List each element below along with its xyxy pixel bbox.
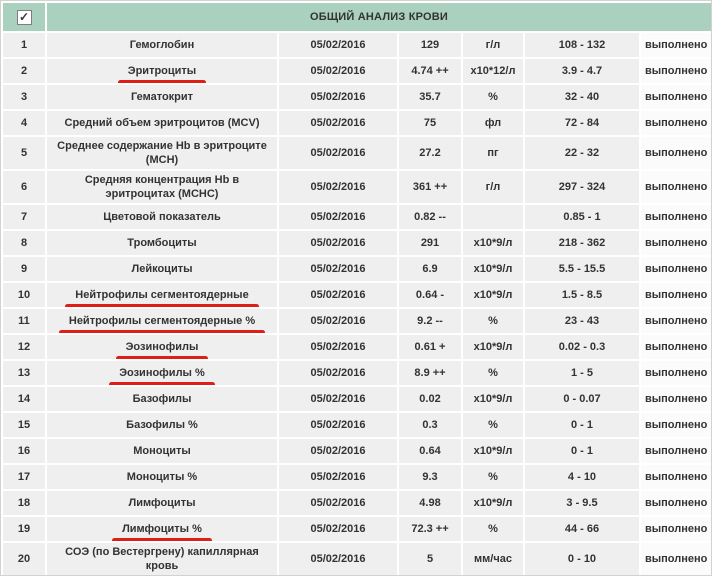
status-label: выполнено <box>641 283 711 307</box>
reference-range: 297 - 324 <box>525 171 639 203</box>
status-label: выполнено <box>641 111 711 135</box>
status-label: выполнено <box>641 361 711 385</box>
test-date: 05/02/2016 <box>279 171 397 203</box>
reference-range: 0 - 10 <box>525 543 639 575</box>
status-label: выполнено <box>641 335 711 359</box>
test-name <box>47 361 277 385</box>
test-name-text: Гемоглобин <box>129 39 195 51</box>
test-date: 05/02/2016 <box>279 413 397 437</box>
row-number: 3 <box>3 85 45 109</box>
test-name <box>47 491 277 515</box>
test-name-underlined: Эозинофилы <box>125 341 199 353</box>
test-name-underlined: Нейтрофилы сегментоядерные <box>75 289 249 301</box>
test-unit: пг <box>463 137 523 169</box>
row-number: 14 <box>3 387 45 411</box>
table-row <box>3 465 711 489</box>
test-unit: г/л <box>463 171 523 203</box>
test-unit: х10*9/л <box>463 335 523 359</box>
test-value: 0.82 -- <box>399 205 461 229</box>
test-date: 05/02/2016 <box>279 335 397 359</box>
reference-range: 1.5 - 8.5 <box>525 283 639 307</box>
row-number: 16 <box>3 439 45 463</box>
test-name-underlined: Нейтрофилы сегментоядерные % <box>68 315 256 327</box>
status-label: выполнено <box>641 231 711 255</box>
test-name <box>47 205 277 229</box>
reference-range: 0 - 1 <box>525 439 639 463</box>
reference-range: 218 - 362 <box>525 231 639 255</box>
test-name-text: Тромбоциты <box>127 237 197 249</box>
test-name <box>47 59 277 83</box>
row-number: 7 <box>3 205 45 229</box>
table-header-row <box>3 3 711 31</box>
test-name <box>47 387 277 411</box>
test-date: 05/02/2016 <box>279 85 397 109</box>
status-label: выполнено <box>641 137 711 169</box>
test-unit: г/л <box>463 33 523 57</box>
table-row <box>3 517 711 541</box>
reference-range: 3 - 9.5 <box>525 491 639 515</box>
test-date: 05/02/2016 <box>279 439 397 463</box>
reference-range: 1 - 5 <box>525 361 639 385</box>
test-date: 05/02/2016 <box>279 361 397 385</box>
table-row <box>3 387 711 411</box>
test-name <box>47 111 277 135</box>
status-label: выполнено <box>641 491 711 515</box>
reference-range: 44 - 66 <box>525 517 639 541</box>
test-unit: % <box>463 361 523 385</box>
test-value: 72.3 ++ <box>399 517 461 541</box>
reference-range: 4 - 10 <box>525 465 639 489</box>
table-row <box>3 439 711 463</box>
test-name-underlined: Лимфоциты % <box>122 523 202 535</box>
test-unit <box>463 205 523 229</box>
test-value: 129 <box>399 33 461 57</box>
test-name <box>47 137 277 169</box>
test-value: 8.9 ++ <box>399 361 461 385</box>
test-unit: мм/час <box>463 543 523 575</box>
row-number: 10 <box>3 283 45 307</box>
test-unit: % <box>463 413 523 437</box>
row-number: 17 <box>3 465 45 489</box>
test-name-underlined: Эозинофилы % <box>119 367 205 379</box>
test-name-text: Средняя концентрация Hb в <box>84 174 240 186</box>
reference-range: 0 - 1 <box>525 413 639 437</box>
test-name-underlined: Эритроциты <box>127 65 197 77</box>
table-row <box>3 59 711 83</box>
test-name <box>47 309 277 333</box>
status-label: выполнено <box>641 439 711 463</box>
table-row <box>3 491 711 515</box>
row-number: 11 <box>3 309 45 333</box>
status-label: выполнено <box>641 387 711 411</box>
reference-range: 0.85 - 1 <box>525 205 639 229</box>
row-number: 5 <box>3 137 45 169</box>
table-row <box>3 137 711 169</box>
test-value: 0.3 <box>399 413 461 437</box>
test-unit: х10*9/л <box>463 491 523 515</box>
table-row <box>3 231 711 255</box>
reference-range: 32 - 40 <box>525 85 639 109</box>
test-name <box>47 231 277 255</box>
test-value: 9.2 -- <box>399 309 461 333</box>
reference-range: 22 - 32 <box>525 137 639 169</box>
panel-title: ОБЩИЙ АНАЛИЗ КРОВИ <box>47 3 711 31</box>
test-name <box>47 33 277 57</box>
test-name <box>47 85 277 109</box>
status-label: выполнено <box>641 309 711 333</box>
test-date: 05/02/2016 <box>279 257 397 281</box>
test-name-text: Цветовой показатель <box>103 211 221 223</box>
select-all-checkbox[interactable] <box>17 10 32 25</box>
test-date: 05/02/2016 <box>279 205 397 229</box>
test-unit: х10*9/л <box>463 439 523 463</box>
test-name-text: Базофилы % <box>126 419 198 431</box>
row-number: 9 <box>3 257 45 281</box>
status-label: выполнено <box>641 543 711 575</box>
test-unit: х10*9/л <box>463 387 523 411</box>
test-date: 05/02/2016 <box>279 283 397 307</box>
test-name <box>47 465 277 489</box>
row-number: 12 <box>3 335 45 359</box>
row-number: 13 <box>3 361 45 385</box>
table-row <box>3 111 711 135</box>
table-row <box>3 257 711 281</box>
status-label: выполнено <box>641 171 711 203</box>
test-unit: % <box>463 309 523 333</box>
status-label: выполнено <box>641 205 711 229</box>
reference-range: 23 - 43 <box>525 309 639 333</box>
test-value: 291 <box>399 231 461 255</box>
checkmark-icon: ✓ <box>18 9 30 24</box>
reference-range: 0 - 0.07 <box>525 387 639 411</box>
test-name-underlined: эритроцитах (MCHC) <box>105 188 219 200</box>
test-name-text: Лимфоциты <box>128 497 196 509</box>
status-label: выполнено <box>641 85 711 109</box>
test-name-text: Среднее содержание Hb в эритроците (MCH) <box>57 140 267 166</box>
test-date: 05/02/2016 <box>279 59 397 83</box>
test-unit: х10*9/л <box>463 283 523 307</box>
test-name <box>47 517 277 541</box>
table-row <box>3 413 711 437</box>
test-date: 05/02/2016 <box>279 543 397 575</box>
test-unit: % <box>463 85 523 109</box>
table-row <box>3 361 711 385</box>
test-date: 05/02/2016 <box>279 309 397 333</box>
test-date: 05/02/2016 <box>279 137 397 169</box>
row-number: 20 <box>3 543 45 575</box>
table-row <box>3 33 711 57</box>
blood-test-table <box>1 1 712 576</box>
test-date: 05/02/2016 <box>279 491 397 515</box>
reference-range: 108 - 132 <box>525 33 639 57</box>
test-name-text: Средний объем эритроцитов (MCV) <box>64 117 260 129</box>
test-value: 6.9 <box>399 257 461 281</box>
table-row <box>3 85 711 109</box>
reference-range: 72 - 84 <box>525 111 639 135</box>
table-row <box>3 309 711 333</box>
status-label: выполнено <box>641 33 711 57</box>
row-number: 6 <box>3 171 45 203</box>
test-date: 05/02/2016 <box>279 111 397 135</box>
test-unit: фл <box>463 111 523 135</box>
status-label: выполнено <box>641 413 711 437</box>
test-unit: % <box>463 517 523 541</box>
table-row <box>3 543 711 575</box>
test-name-text: Моноциты <box>133 445 191 457</box>
test-name-text: СОЭ (по Вестергрену) капиллярная кровь <box>65 546 259 572</box>
table-body <box>3 33 711 575</box>
test-name-text: Моноциты % <box>126 471 198 483</box>
test-date: 05/02/2016 <box>279 387 397 411</box>
test-unit: х10*9/л <box>463 231 523 255</box>
test-unit: х10*12/л <box>463 59 523 83</box>
test-name <box>47 335 277 359</box>
test-value: 0.64 - <box>399 283 461 307</box>
test-value: 4.98 <box>399 491 461 515</box>
test-unit: х10*9/л <box>463 257 523 281</box>
row-number: 8 <box>3 231 45 255</box>
test-value: 5 <box>399 543 461 575</box>
test-value: 9.3 <box>399 465 461 489</box>
table-row <box>3 283 711 307</box>
test-value: 75 <box>399 111 461 135</box>
row-number: 15 <box>3 413 45 437</box>
test-value: 0.64 <box>399 439 461 463</box>
test-date: 05/02/2016 <box>279 465 397 489</box>
table-row <box>3 171 711 203</box>
row-number: 1 <box>3 33 45 57</box>
test-name-text: Гематокрит <box>130 91 194 103</box>
test-date: 05/02/2016 <box>279 231 397 255</box>
test-value: 27.2 <box>399 137 461 169</box>
status-label: выполнено <box>641 59 711 83</box>
test-name-text: Базофилы <box>132 393 192 405</box>
test-name <box>47 543 277 575</box>
row-number: 4 <box>3 111 45 135</box>
test-value: 0.02 <box>399 387 461 411</box>
test-value: 361 ++ <box>399 171 461 203</box>
test-name <box>47 171 277 203</box>
test-date: 05/02/2016 <box>279 517 397 541</box>
test-value: 35.7 <box>399 85 461 109</box>
test-name <box>47 413 277 437</box>
reference-range: 5.5 - 15.5 <box>525 257 639 281</box>
table-row <box>3 335 711 359</box>
reference-range: 3.9 - 4.7 <box>525 59 639 83</box>
status-label: выполнено <box>641 465 711 489</box>
row-number: 2 <box>3 59 45 83</box>
test-name <box>47 283 277 307</box>
test-name <box>47 257 277 281</box>
test-value: 0.61 + <box>399 335 461 359</box>
row-number: 19 <box>3 517 45 541</box>
table-row <box>3 205 711 229</box>
reference-range: 0.02 - 0.3 <box>525 335 639 359</box>
test-value: 4.74 ++ <box>399 59 461 83</box>
test-date: 05/02/2016 <box>279 33 397 57</box>
checkbox-cell <box>3 3 45 31</box>
status-label: выполнено <box>641 257 711 281</box>
test-name-text: Лейкоциты <box>131 263 193 275</box>
row-number: 18 <box>3 491 45 515</box>
test-name <box>47 439 277 463</box>
status-label: выполнено <box>641 517 711 541</box>
test-unit: % <box>463 465 523 489</box>
